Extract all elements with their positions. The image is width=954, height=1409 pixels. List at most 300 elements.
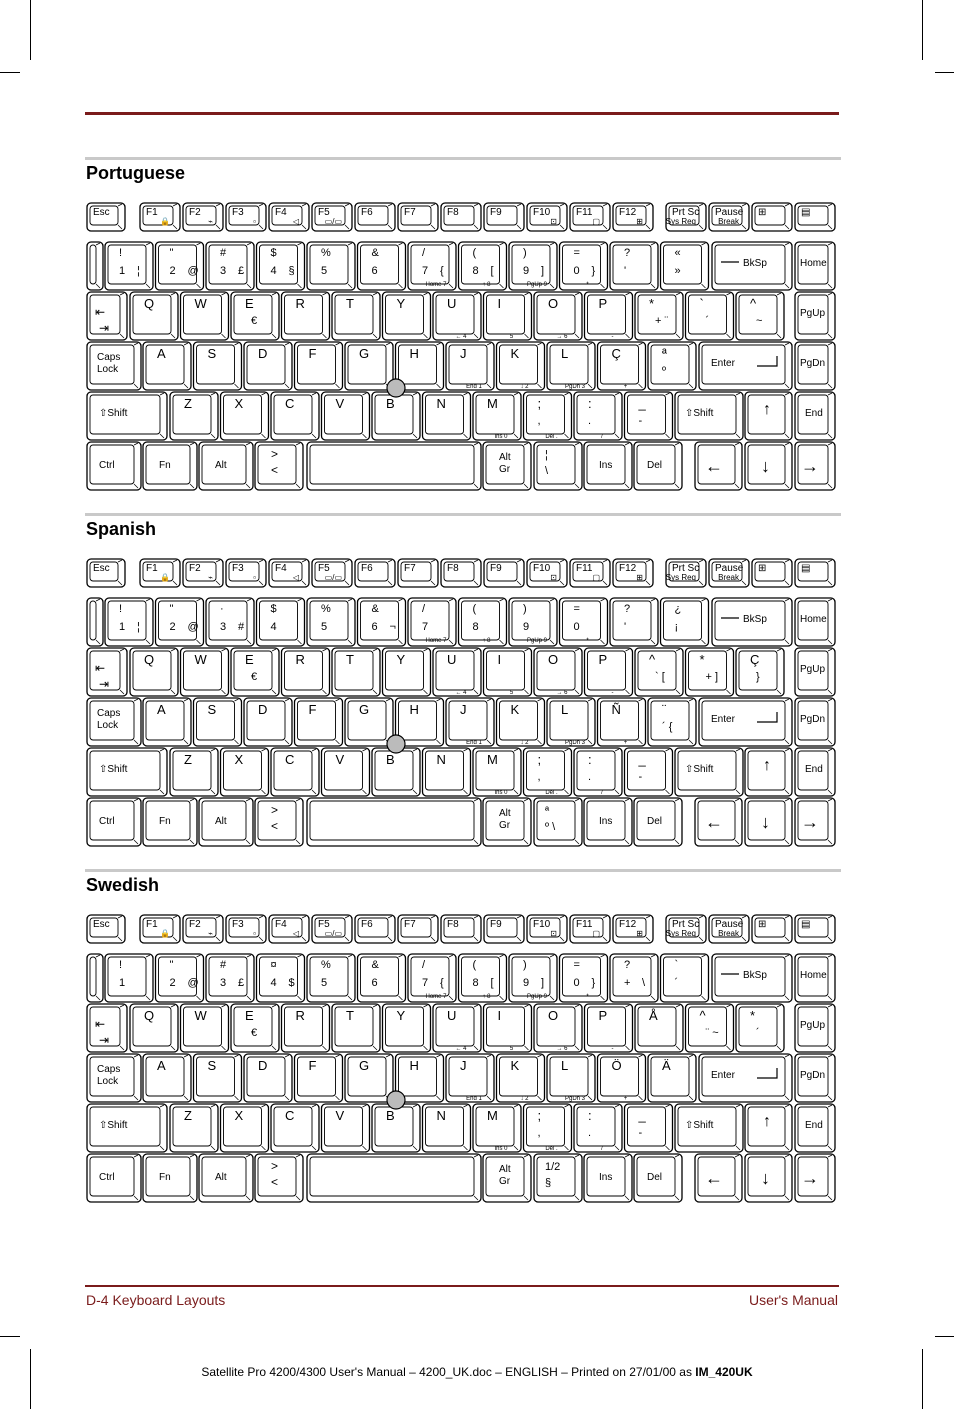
letter-key[interactable] [170,392,218,440]
left-shift-key[interactable] [87,748,167,796]
right-shift-key[interactable] [675,1104,743,1152]
fn-key[interactable] [441,915,481,943]
number-key[interactable] [610,954,658,1002]
letter-key[interactable] [295,1054,343,1102]
alt-key[interactable] [199,442,253,490]
up-arrow-key[interactable] [745,392,792,440]
fn-key[interactable] [355,203,395,231]
letter-key[interactable] [322,1104,370,1152]
pointing-stick[interactable] [387,735,405,753]
blank-key[interactable] [87,598,103,646]
key-upper: ) [523,603,527,615]
letter-key[interactable] [433,292,481,340]
number-key[interactable] [105,954,153,1002]
left-arrow-key[interactable] [695,798,742,846]
special-key[interactable] [534,1154,582,1202]
fn-key[interactable] [140,203,180,231]
letter-key[interactable] [345,1054,393,1102]
letter-key[interactable] [534,1004,582,1052]
number-key[interactable] [560,242,608,290]
print-info-id: IM_420UK [695,1365,753,1379]
fn-key[interactable] [752,203,792,231]
fn-key[interactable] [570,559,610,587]
left-arrow-key[interactable] [695,442,742,490]
key-upper: Z [184,1108,192,1123]
backspace-key[interactable] [712,954,792,1002]
letter-key[interactable] [648,698,696,746]
fn-key[interactable] [226,203,266,231]
pointing-stick[interactable] [387,1091,405,1109]
fn-key[interactable] [183,559,223,587]
number-key[interactable] [156,598,204,646]
key-lower: 1 [119,977,126,989]
letter-key[interactable] [271,1104,319,1152]
letter-key[interactable] [221,748,269,796]
fn-key[interactable] [484,559,524,587]
backspace-key[interactable] [712,598,792,646]
pgup-key[interactable] [795,648,835,696]
letter-key[interactable] [181,292,229,340]
special-key[interactable] [534,798,582,846]
fn-key-label: F7 [404,919,416,930]
number-key[interactable] [257,598,305,646]
letter-key[interactable] [194,342,242,390]
letter-key[interactable] [534,648,582,696]
key-upper: / [422,603,426,615]
letter-key[interactable] [585,292,633,340]
fn-key-label: ▤ [801,919,811,930]
fn-modifier-key[interactable] [143,1154,197,1202]
letter-key[interactable] [598,1054,646,1102]
fn-key[interactable] [355,915,395,943]
key-lower: + ] [705,671,719,683]
crop-mark [0,1336,20,1337]
tab-key[interactable] [87,648,127,696]
fn-key[interactable] [140,915,180,943]
fn-key-label: F12 [619,207,637,218]
letter-key[interactable] [686,292,734,340]
letter-key[interactable] [181,1004,229,1052]
letter-key[interactable] [484,648,532,696]
fn-key[interactable] [613,915,653,943]
up-arrow-key[interactable] [745,1104,792,1152]
enter-key[interactable] [699,342,792,390]
fn-key[interactable] [312,915,352,943]
number-key[interactable] [661,242,709,290]
letter-key[interactable] [345,342,393,390]
letter-key[interactable] [736,648,784,696]
up-arrow-key[interactable] [745,748,792,796]
letter-key[interactable] [648,342,696,390]
pgdn-key[interactable] [795,698,835,746]
key-lower: 0 [573,977,580,989]
letter-key[interactable] [372,1104,420,1152]
letter-key[interactable] [170,1104,218,1152]
number-key[interactable] [257,954,305,1002]
number-key[interactable] [105,242,153,290]
fn-key[interactable] [398,559,438,587]
letter-key[interactable] [598,342,646,390]
alt-key[interactable] [199,798,253,846]
letter-key[interactable] [130,648,178,696]
fn-key[interactable] [666,203,706,231]
fn-key[interactable] [269,203,309,231]
home-key[interactable] [795,242,835,290]
letter-key[interactable] [433,1004,481,1052]
letter-key[interactable] [574,1104,622,1152]
altgr-key[interactable] [483,798,531,846]
number-key[interactable] [459,598,507,646]
letter-key[interactable] [181,648,229,696]
right-shift-key[interactable] [675,392,743,440]
fn-modifier-key[interactable] [143,442,197,490]
letter-key[interactable] [736,1004,784,1052]
number-key[interactable] [358,954,406,1002]
pgup-key[interactable] [795,292,835,340]
letter-key[interactable] [497,698,545,746]
letter-key[interactable] [648,1054,696,1102]
ctrl-key[interactable] [87,442,141,490]
fn-key[interactable] [87,203,125,231]
fn-key[interactable] [312,559,352,587]
enter-key[interactable] [699,1054,792,1102]
less-than-key[interactable] [255,798,303,846]
insert-key[interactable] [584,798,632,846]
fn-key[interactable] [441,203,481,231]
fn-key[interactable] [795,559,835,587]
letter-key[interactable] [433,648,481,696]
letter-key[interactable] [484,1004,532,1052]
letter-key[interactable] [383,648,431,696]
fn-key[interactable] [795,203,835,231]
caps-lock-key[interactable] [87,698,141,746]
key-label: ⇧Shift [685,1120,714,1131]
caps-lock-key[interactable] [87,342,141,390]
fn-key[interactable] [752,559,792,587]
key-upper: L [561,1058,569,1073]
key-altgr: # [238,621,245,633]
fn-key[interactable] [527,915,567,943]
letter-key[interactable] [345,698,393,746]
number-key[interactable] [459,242,507,290]
fn-key[interactable] [484,915,524,943]
letter-key[interactable] [295,342,343,390]
fn-key[interactable] [752,915,792,943]
fn-key[interactable] [527,203,567,231]
fn-key[interactable] [226,559,266,587]
letter-key[interactable] [574,392,622,440]
number-key[interactable] [307,598,355,646]
home-key[interactable] [795,954,835,1002]
key-upper: G [359,346,370,361]
fn-key-sub: ▫ [253,929,256,938]
special-key[interactable] [534,442,582,490]
letter-key[interactable] [221,392,269,440]
down-arrow-key[interactable] [745,798,792,846]
fn-key[interactable] [666,559,706,587]
fn-key[interactable] [398,203,438,231]
pgdn-key[interactable] [795,342,835,390]
key-upper: M [487,1108,498,1123]
letter-key[interactable] [143,1054,191,1102]
fn-key[interactable] [709,915,749,943]
fn-key[interactable] [87,915,125,943]
fn-key-sub: ▢ [592,573,600,582]
number-key[interactable] [206,954,254,1002]
letter-key[interactable] [322,748,370,796]
letter-key[interactable] [625,392,673,440]
blank-key[interactable] [87,954,103,1002]
key-label: Fn [159,1172,171,1183]
numpad-label: / [601,790,603,796]
fn-key[interactable] [87,559,125,587]
letter-key[interactable] [497,1054,545,1102]
number-key[interactable] [257,242,305,290]
fn-key[interactable] [269,559,309,587]
fn-key[interactable] [312,203,352,231]
alt-key[interactable] [199,1154,253,1202]
pgdn-key[interactable] [795,1054,835,1102]
delete-key[interactable] [634,798,682,846]
letter-key[interactable] [446,342,494,390]
right-arrow-key[interactable] [795,798,835,846]
letter-key[interactable] [143,698,191,746]
numpad-label: → 6 [556,1046,568,1052]
fn-key-label: F5 [318,919,330,930]
letter-key[interactable] [423,1104,471,1152]
fn-key[interactable] [441,559,481,587]
fn-key[interactable] [666,915,706,943]
letter-key[interactable] [244,1054,292,1102]
fn-key-sub: ⌁ [208,217,213,226]
letter-key[interactable] [383,1004,431,1052]
key-upper: " [169,603,174,615]
fn-key[interactable] [613,203,653,231]
less-than-key[interactable] [255,442,303,490]
key-label: Gr [499,1176,511,1187]
blank-key[interactable] [87,242,103,290]
number-key[interactable] [509,598,557,646]
number-key[interactable] [408,242,456,290]
fn-key[interactable] [709,203,749,231]
letter-key[interactable] [231,292,279,340]
letter-key[interactable] [686,1004,734,1052]
fn-key[interactable] [140,559,180,587]
letter-key[interactable] [231,1004,279,1052]
number-key[interactable] [661,598,709,646]
number-key[interactable] [661,954,709,1002]
number-key[interactable] [459,954,507,1002]
left-shift-key[interactable] [87,1104,167,1152]
fn-key[interactable] [570,203,610,231]
number-key[interactable] [156,954,204,1002]
letter-key[interactable] [143,342,191,390]
number-key[interactable] [560,954,608,1002]
right-arrow-key[interactable] [795,442,835,490]
letter-key[interactable] [625,1104,673,1152]
pgup-key[interactable] [795,1004,835,1052]
letter-key[interactable] [244,342,292,390]
down-arrow-key[interactable] [745,442,792,490]
number-key[interactable] [408,598,456,646]
number-key[interactable] [206,242,254,290]
letter-key[interactable] [130,292,178,340]
number-key[interactable] [610,242,658,290]
right-shift-key[interactable] [675,748,743,796]
fn-key[interactable] [398,915,438,943]
insert-key[interactable] [584,442,632,490]
key-upper: · [220,603,224,615]
fn-key-label: F12 [619,919,637,930]
letter-key[interactable] [244,698,292,746]
letter-key[interactable] [585,648,633,696]
letter-key[interactable] [231,648,279,696]
fn-key-sub: ▢ [592,217,600,226]
number-key[interactable] [408,954,456,1002]
number-key[interactable] [358,242,406,290]
letter-key[interactable] [635,292,683,340]
number-key[interactable] [156,242,204,290]
insert-key[interactable] [584,1154,632,1202]
fn-modifier-key[interactable] [143,798,197,846]
fn-key[interactable] [484,203,524,231]
letter-key[interactable] [534,292,582,340]
key-label: Enter [711,358,735,369]
fn-key[interactable] [527,559,567,587]
key-lower: ´ [674,977,679,989]
spacebar-key[interactable] [307,442,481,490]
letter-key[interactable] [736,292,784,340]
key-upper: % [321,247,331,259]
letter-key[interactable] [372,748,420,796]
letter-key[interactable] [282,648,330,696]
letter-key[interactable] [271,392,319,440]
letter-key[interactable] [423,748,471,796]
number-key[interactable] [307,954,355,1002]
fn-key[interactable] [183,915,223,943]
spacebar-key[interactable] [307,1154,481,1202]
letter-key[interactable] [585,1004,633,1052]
fn-key[interactable] [570,915,610,943]
key-upper: > [271,447,279,461]
letter-key[interactable] [194,1054,242,1102]
letter-key[interactable] [547,342,595,390]
letter-key[interactable] [383,292,431,340]
letter-key[interactable] [625,748,673,796]
letter-key[interactable] [332,648,380,696]
fn-key[interactable] [183,203,223,231]
down-arrow-icon: ↓ [761,1168,770,1188]
letter-key[interactable] [598,698,646,746]
letter-key[interactable] [574,748,622,796]
letter-key[interactable] [473,1104,521,1152]
letter-key[interactable] [524,392,572,440]
letter-key[interactable] [130,1004,178,1052]
delete-key[interactable] [634,442,682,490]
key-lower: , [537,1127,541,1139]
altgr-key[interactable] [483,442,531,490]
letter-key[interactable] [332,1004,380,1052]
letter-key[interactable] [271,748,319,796]
end-key[interactable] [795,748,835,796]
key-upper: C [285,396,295,411]
left-shift-key[interactable] [87,392,167,440]
fn-key[interactable] [269,915,309,943]
number-key[interactable] [560,598,608,646]
letter-key[interactable] [497,342,545,390]
letter-key[interactable] [524,1104,572,1152]
number-key[interactable] [307,242,355,290]
letter-key[interactable] [524,748,572,796]
key-lower: 3 [220,977,227,989]
letter-key[interactable] [635,1004,683,1052]
spacebar-key[interactable] [307,798,481,846]
fn-key[interactable] [795,915,835,943]
home-key[interactable] [795,598,835,646]
pointing-stick[interactable] [387,379,405,397]
letter-key[interactable] [686,648,734,696]
fn-key[interactable] [709,559,749,587]
letter-key[interactable] [221,1104,269,1152]
down-arrow-key[interactable] [745,1154,792,1202]
letter-key[interactable] [332,292,380,340]
letter-key[interactable] [295,698,343,746]
letter-key[interactable] [473,748,521,796]
number-key[interactable] [509,242,557,290]
keyboard-swedish [85,912,837,1212]
letter-key[interactable] [635,648,683,696]
left-arrow-key[interactable] [695,1154,742,1202]
letter-key[interactable] [484,292,532,340]
enter-key[interactable] [699,698,792,746]
letter-key[interactable] [322,392,370,440]
number-key[interactable] [610,598,658,646]
letter-key[interactable] [282,1004,330,1052]
end-key[interactable] [795,1104,835,1152]
fn-key[interactable] [355,559,395,587]
backspace-key[interactable] [712,242,792,290]
altgr-key[interactable] [483,1154,531,1202]
letter-key[interactable] [282,292,330,340]
letter-key[interactable] [372,392,420,440]
tab-key[interactable] [87,292,127,340]
letter-key[interactable] [446,698,494,746]
key-upper: $ [270,247,277,259]
right-arrow-key[interactable] [795,1154,835,1202]
ctrl-key[interactable] [87,1154,141,1202]
letter-key[interactable] [423,392,471,440]
letter-key[interactable] [170,748,218,796]
fn-key[interactable] [226,915,266,943]
number-key[interactable] [206,598,254,646]
ctrl-key[interactable] [87,798,141,846]
caps-lock-key[interactable] [87,1054,141,1102]
less-than-key[interactable] [255,1154,303,1202]
letter-key[interactable] [194,698,242,746]
letter-key[interactable] [547,1054,595,1102]
print-info-text: Satellite Pro 4200/4300 User's Manual – 4200_UK.doc – ENGLISH – Printed on 27/01/00 as [201,1365,696,1379]
end-key[interactable] [795,392,835,440]
tab-key[interactable] [87,1004,127,1052]
number-key[interactable] [358,598,406,646]
number-key[interactable] [105,598,153,646]
letter-key[interactable] [547,698,595,746]
letter-key[interactable] [446,1054,494,1102]
delete-key[interactable] [634,1154,682,1202]
number-key[interactable] [509,954,557,1002]
letter-key[interactable] [473,392,521,440]
fn-key[interactable] [613,559,653,587]
